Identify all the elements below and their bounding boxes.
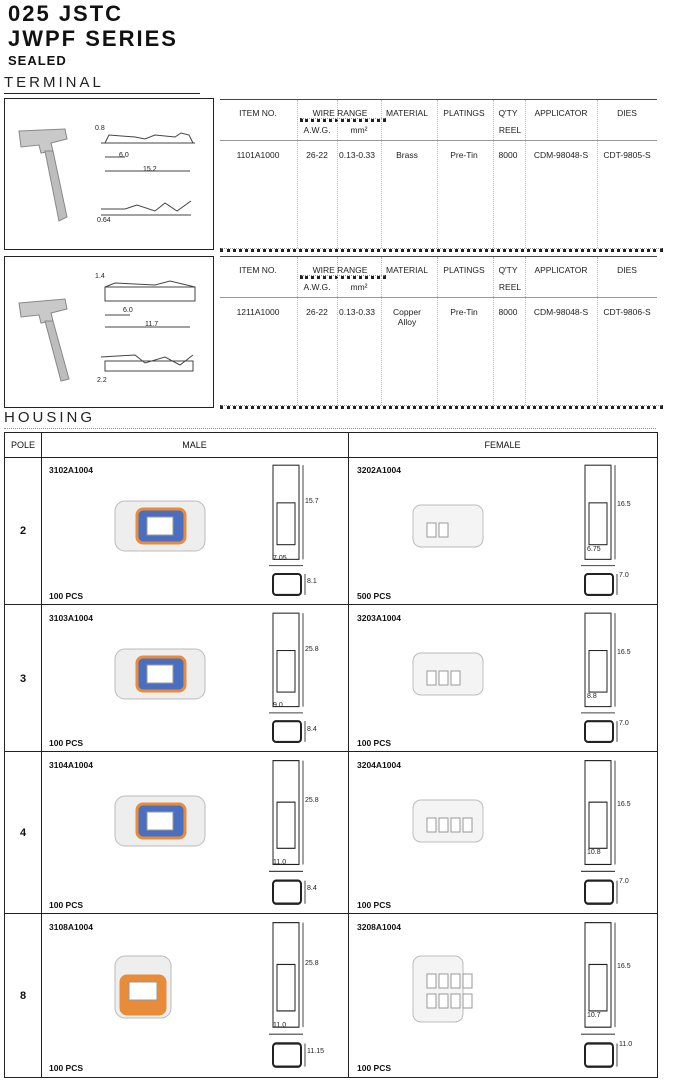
header-material: MATERIAL [386, 108, 428, 118]
female-quantity: 100 PCS [357, 900, 392, 910]
female-side-dim: 7.0 [619, 572, 629, 579]
dim-a: 1.4 [95, 273, 105, 280]
terminal-drawing-1 [5, 99, 213, 249]
header-male: MALE [182, 440, 207, 450]
male-quantity: 100 PCS [49, 1063, 84, 1073]
header-item: ITEM NO. [239, 265, 277, 275]
male-width-dim: 7.05 [273, 555, 287, 562]
header-applicator: APPLICATOR [534, 265, 588, 275]
header-wire-range: WIRE RANGE [312, 108, 368, 118]
header-reel: REEL [498, 125, 522, 135]
female-connector-image [405, 944, 505, 1024]
male-side-dim: 8.4 [307, 885, 317, 892]
female-quantity: 100 PCS [357, 738, 392, 748]
pole-count: 8 [19, 989, 27, 1002]
cell-qty: 8000 [498, 307, 518, 317]
male-width-dim: 11.0 [273, 859, 287, 866]
terminal-image-2 [4, 256, 214, 408]
female-quantity: 500 PCS [357, 591, 392, 601]
housing-row [5, 457, 657, 605]
male-side-dim: 11.15 [307, 1048, 324, 1055]
male-width-dim: 9.0 [273, 702, 283, 709]
male-part-number: 3104A1004 [49, 760, 93, 770]
male-height-dim: 15.7 [305, 498, 319, 505]
male-dimension-drawing [263, 918, 323, 1069]
dim-b: 6.0 [119, 152, 129, 159]
male-connector-image [109, 942, 219, 1022]
cell-item: 1101A1000 [236, 150, 280, 160]
header-qty: Q'TY [498, 108, 518, 118]
header-dies: DIES [617, 265, 637, 275]
dim-d: 2.2 [97, 377, 107, 384]
female-height-dim: 16.5 [617, 801, 631, 808]
female-side-dim: 7.0 [619, 720, 629, 727]
male-quantity: 100 PCS [49, 900, 84, 910]
female-connector-image [405, 493, 505, 573]
male-dimension-drawing [263, 756, 323, 906]
dim-c: 11.7 [145, 321, 159, 328]
terminal-spec-table [220, 255, 657, 405]
male-width-dim: 11.0 [273, 1022, 287, 1029]
header-awg: A.W.G. [303, 125, 331, 135]
cell-plating: Pre-Tin [450, 150, 478, 160]
female-height-dim: 16.5 [617, 501, 631, 508]
cell-dies: CDT-9805-S [603, 150, 651, 160]
header-item: ITEM NO. [239, 108, 277, 118]
female-part-number: 3208A1004 [357, 922, 401, 932]
male-dimension-drawing [263, 461, 323, 597]
male-height-dim: 25.8 [305, 797, 319, 804]
cell-applicator: CDM-98048-S [533, 150, 589, 160]
female-width-dim: 6.75 [587, 546, 601, 553]
female-side-dim: 11.0 [619, 1041, 633, 1048]
female-width-dim: 10.8 [587, 849, 601, 856]
cell-dies: CDT-9806-S [603, 307, 651, 317]
header-plating: PLATINGS [443, 265, 485, 275]
female-part-number: 3202A1004 [357, 465, 401, 475]
male-part-number: 3102A1004 [49, 465, 93, 475]
cell-material: Copper Alloy [393, 307, 421, 327]
dim-c: 15.2 [143, 166, 157, 173]
header-mm2: mm² [350, 282, 368, 292]
header-material: MATERIAL [386, 265, 428, 275]
female-quantity: 100 PCS [357, 1063, 392, 1073]
cell-applicator: CDM-98048-S [533, 307, 589, 317]
male-height-dim: 25.8 [305, 960, 319, 967]
header-dies: DIES [617, 108, 637, 118]
cell-mm2: 0.13-0.33 [339, 307, 375, 317]
title-line-2: JWPF SERIES [8, 26, 178, 51]
female-width-dim: 8.8 [587, 693, 597, 700]
male-side-dim: 8.4 [307, 726, 317, 733]
cell-awg: 26-22 [306, 150, 328, 160]
female-part-number: 3204A1004 [357, 760, 401, 770]
female-side-dim: 7.0 [619, 878, 629, 885]
header-applicator: APPLICATOR [534, 108, 588, 118]
male-connector-image [109, 637, 219, 717]
male-part-number: 3103A1004 [49, 613, 93, 623]
header-pole: POLE [10, 440, 35, 450]
male-connector-image [109, 489, 219, 569]
cell-mm2: 0.13-0.33 [339, 150, 375, 160]
female-width-dim: 10.7 [587, 1012, 601, 1019]
cell-awg: 26-22 [306, 307, 328, 317]
header-plating: PLATINGS [443, 108, 485, 118]
terminal-drawing-2 [5, 257, 213, 407]
male-connector-image [109, 784, 219, 864]
pole-count: 4 [19, 827, 27, 839]
male-part-number: 3108A1004 [49, 922, 93, 932]
header-female: FEMALE [484, 440, 521, 450]
divider [4, 428, 656, 429]
male-dimension-drawing [263, 609, 323, 744]
housing-row [5, 605, 657, 752]
cell-item: 1211A1000 [236, 307, 280, 317]
female-part-number: 3203A1004 [357, 613, 401, 623]
divider [4, 93, 200, 94]
female-height-dim: 16.5 [617, 963, 631, 970]
male-quantity: 100 PCS [49, 738, 84, 748]
cell-material: Brass [396, 150, 418, 160]
pole-count: 3 [19, 672, 27, 685]
dim-a: 0.8 [95, 125, 105, 132]
title-line-3: SEALED [8, 53, 67, 68]
terminal-spec-table [220, 98, 657, 248]
dim-d: 0.64 [97, 217, 111, 224]
section-housing: HOUSING [4, 409, 96, 426]
section-terminal: TERMINAL [4, 74, 104, 91]
header-reel: REEL [498, 282, 522, 292]
header-mm2: mm² [350, 125, 368, 135]
dim-b: 6.0 [123, 307, 133, 314]
terminal-image-1 [4, 98, 214, 250]
female-connector-image [405, 788, 505, 868]
female-height-dim: 16.5 [617, 649, 631, 656]
male-side-dim: 8.1 [307, 578, 317, 585]
male-height-dim: 25.8 [305, 646, 319, 653]
housing-row [5, 914, 657, 1077]
housing-row [5, 752, 657, 914]
housing-table [4, 432, 658, 1078]
title-line-1: 025 JSTC [8, 1, 124, 26]
cell-qty: 8000 [498, 150, 518, 160]
header-qty: Q'TY [498, 265, 518, 275]
header-awg: A.W.G. [303, 282, 331, 292]
male-quantity: 100 PCS [49, 591, 84, 601]
pole-count: 2 [19, 525, 27, 537]
cell-plating: Pre-Tin [450, 307, 478, 317]
header-wire-range: WIRE RANGE [312, 265, 368, 275]
female-connector-image [405, 641, 505, 721]
